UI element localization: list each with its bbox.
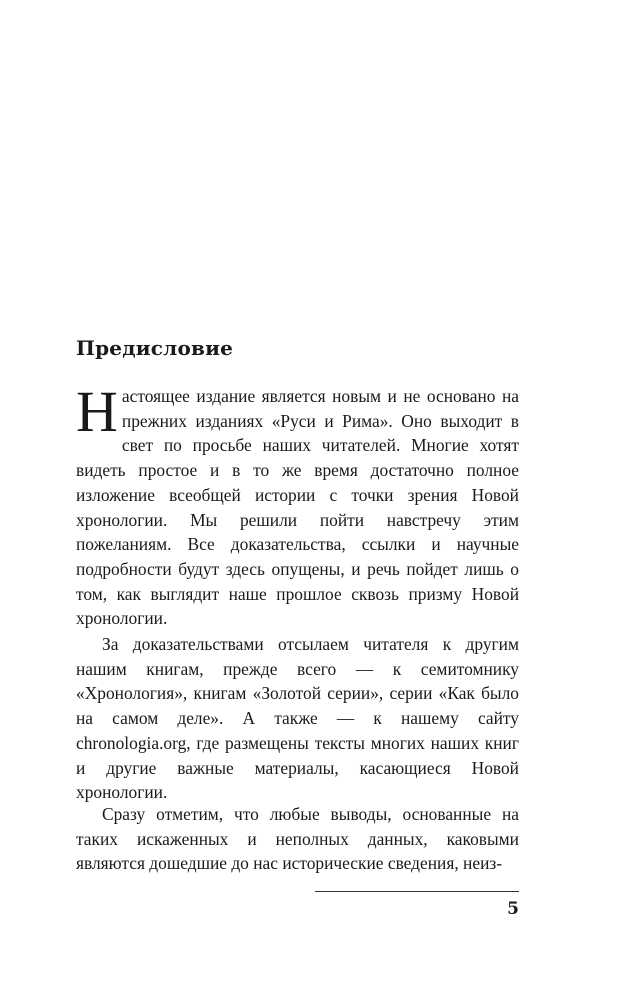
paragraph-3 [76,802,519,876]
page-number: 5 [507,899,519,919]
chapter-heading: Предисловие [76,336,234,360]
paragraph-2-text: За доказательствами отсылаем читателя к другим нашим книгам, прежде всего — к семитомнику «Хронология», книгам «Золотой серии», серии «Как было на самом деле». А также — к нашему сайту chronologia.org, где размещены тексты многих наших книг и другие важные материалы, касающиеся Новой хронологии. [76,634,519,803]
paragraph-2 [76,632,519,805]
footer-divider [315,891,519,892]
paragraph-3-text: Сразу отметим, что любые выводы, основанные на таких искаженных и неполных данных, каковыми являются дошедшие до нас исторические сведения, неиз- [76,804,519,874]
drop-cap: Н [76,379,118,444]
paragraph-1-text: астоящее издание является новым и не основано на прежних изданиях «Руси и Рима». Оно выходит в свет по просьбе наших читателей. Многие хотят видеть простое и в то же время достаточно полное изложение всеобщей истории с точки зрения Новой хронологии. Мы решили пойти навстречу этим пожеланиям. Все доказательства, ссылки и научные подробности будут здесь опущены, и речь пойдет лишь о том, как выглядит наше прошлое сквозь призму Новой хронологии. [76,386,519,629]
paragraph-1 [76,379,519,631]
